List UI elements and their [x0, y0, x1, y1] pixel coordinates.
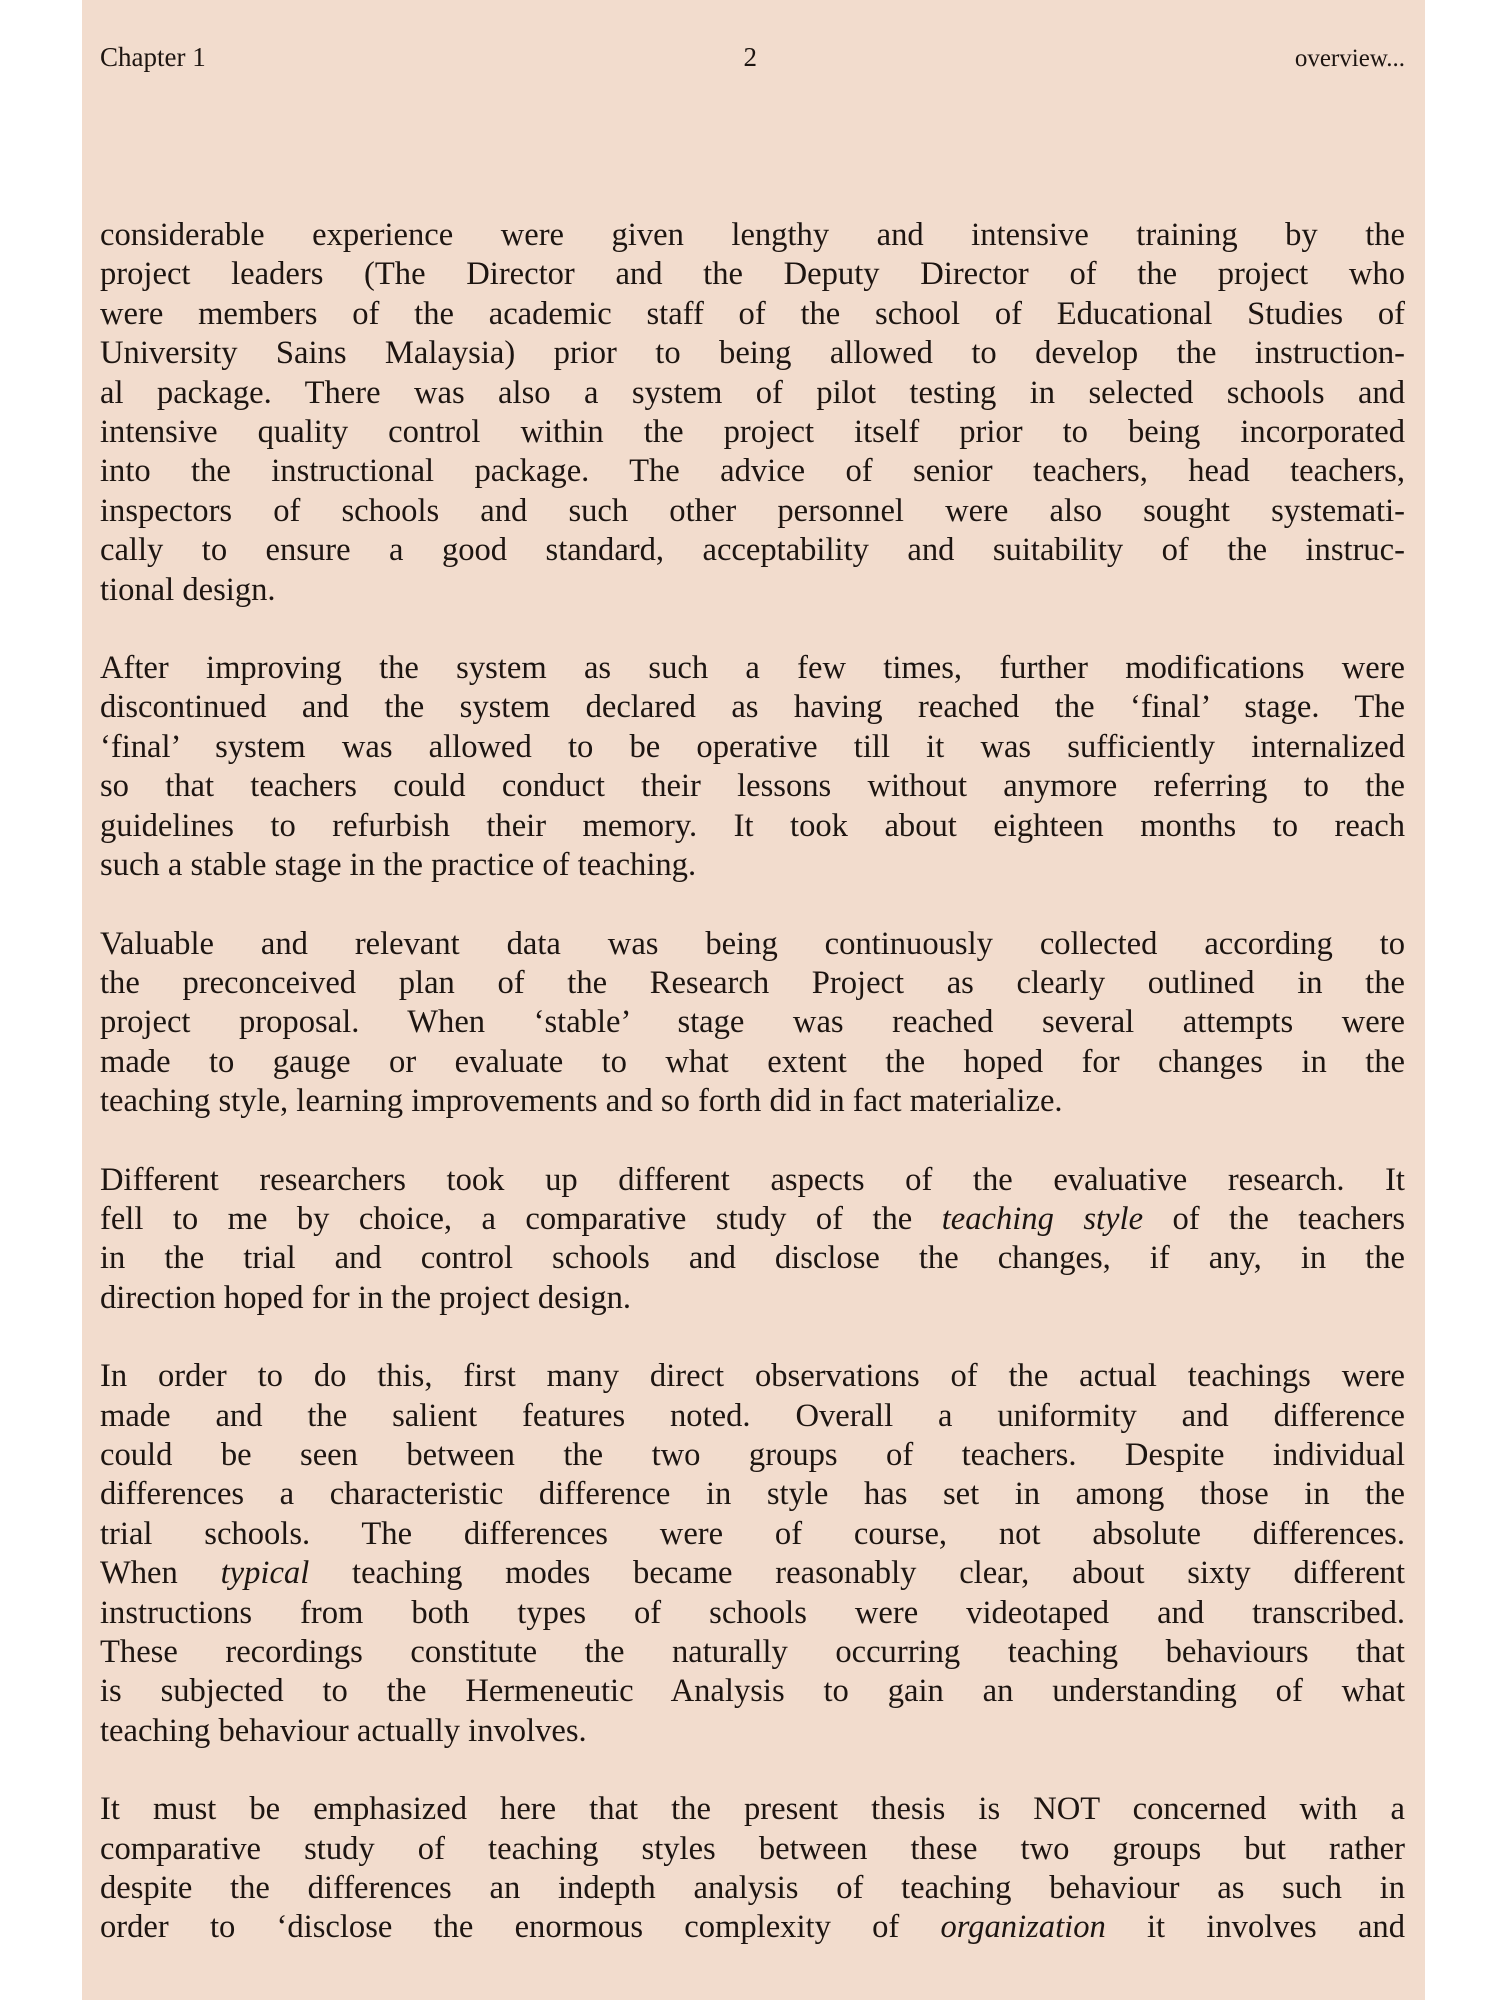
- text-line: Valuable and relevant data was being continuously collected according to: [100, 925, 1405, 962]
- emphasis-organization: organization: [940, 1909, 1106, 1946]
- text-line: direction hoped for in the project design.: [100, 1279, 632, 1316]
- text-line: discontinued and the system declared as having reached the ‘final’ stage. The: [100, 689, 1405, 726]
- text-line: ‘final’ system was allowed to be operative till it was sufficiently internalized: [100, 728, 1405, 765]
- text-run: it involves and: [1105, 1909, 1405, 1946]
- text-line: [100, 1908, 1405, 1947]
- text-line: teaching behaviour actually involves.: [100, 1712, 587, 1749]
- text-line: It must be emphasized here that the present thesis is NOT concerned with a: [100, 1791, 1405, 1828]
- text-line: despite the differences an indepth analysis of teaching behaviour as such in: [100, 1870, 1405, 1907]
- text-line: comparative study of teaching styles between these two groups but rather: [100, 1830, 1405, 1867]
- document-page: [82, 0, 1425, 2000]
- text-line: cally to ensure a good standard, acceptability and suitability of the instruc-: [100, 532, 1405, 569]
- paragraph-observations: [100, 1357, 1405, 1751]
- paragraph-final-stage: [100, 649, 1405, 885]
- text-line: the preconceived plan of the Research Project as clearly outlined in the: [100, 964, 1405, 1001]
- text-line: into the instructional package. The advice of senior teachers, head teachers,: [100, 453, 1405, 490]
- text-line: such a stable stage in the practice of teaching.: [100, 847, 697, 884]
- paragraph-data-collection: [100, 925, 1405, 1122]
- text-line: made and the salient features noted. Overall a uniformity and difference: [100, 1397, 1405, 1434]
- paragraph-training: [100, 216, 1405, 610]
- paragraph-emphasis: [100, 1790, 1405, 1948]
- text-line: intensive quality control within the project itself prior to being incorporated: [100, 414, 1405, 451]
- text-line: Different researchers took up different aspects of the evaluative research. It: [100, 1161, 1405, 1198]
- document-body: [100, 216, 1405, 1948]
- running-header: [100, 42, 1405, 82]
- text-line: project leaders (The Director and the Deputy Director of the project who: [100, 256, 1405, 293]
- text-run: teaching modes became reasonably clear, about sixty different: [309, 1555, 1406, 1592]
- text-line: inspectors of schools and such other personnel were also sought systemati-: [100, 492, 1405, 529]
- text-line: trial schools. The differences were of course, not absolute differences.: [100, 1515, 1405, 1552]
- text-run: order to ‘disclose the enormous complexity of: [100, 1909, 941, 1946]
- text-line: After improving the system as such a few times, further modifications were: [100, 650, 1405, 687]
- text-line: These recordings constitute the naturally occurring teaching behaviours that: [100, 1634, 1405, 1670]
- text-line: is subjected to the Hermeneutic Analysis to gain an understanding of what: [100, 1673, 1405, 1710]
- chapter-label: Chapter 1: [100, 42, 206, 72]
- text-line: al package. There was also a system of pilot testing in selected schools and: [100, 374, 1405, 411]
- text-line: in the trial and control schools and disclose the changes, if any, in the: [100, 1240, 1405, 1277]
- text-run: of the teachers: [1143, 1200, 1405, 1237]
- text-line: instructions from both types of schools were videotaped and transcribed.: [100, 1594, 1405, 1631]
- section-label: overview...: [1294, 45, 1405, 72]
- text-line: considerable experience were given lengthy and intensive training by the: [100, 217, 1405, 253]
- text-line: differences a characteristic difference in style has set in among those in the: [100, 1476, 1405, 1513]
- text-line: guidelines to refurbish their memory. It took about eighteen months to reach: [100, 807, 1405, 844]
- text-line: [100, 1554, 1405, 1593]
- text-line: In order to do this, first many direct observations of the actual teachings were: [100, 1358, 1405, 1395]
- text-line: teaching style, learning improvements and so forth did in fact materialize.: [100, 1083, 1063, 1120]
- text-line: project proposal. When ‘stable’ stage was reached several attempts were: [100, 1004, 1405, 1041]
- text-run: When: [100, 1555, 221, 1592]
- text-line: University Sains Malaysia) prior to being allowed to develop the instruction-: [100, 335, 1405, 372]
- page-number: 2: [743, 42, 758, 72]
- text-line: were members of the academic staff of the school of Educational Studies of: [100, 295, 1405, 332]
- emphasis-teaching-style: teaching style: [941, 1200, 1144, 1237]
- emphasis-typical: typical: [220, 1555, 310, 1592]
- text-line: [100, 1200, 1405, 1239]
- text-line: made to gauge or evaluate to what extent the hoped for changes in the: [100, 1043, 1405, 1080]
- text-run: fell to me by choice, a comparative study of the: [100, 1200, 942, 1237]
- paragraph-researchers: [100, 1161, 1405, 1319]
- text-line: tional design.: [100, 571, 276, 608]
- text-line: so that teachers could conduct their lessons without anymore referring to the: [100, 768, 1405, 805]
- text-line: could be seen between the two groups of teachers. Despite individual: [100, 1436, 1405, 1473]
